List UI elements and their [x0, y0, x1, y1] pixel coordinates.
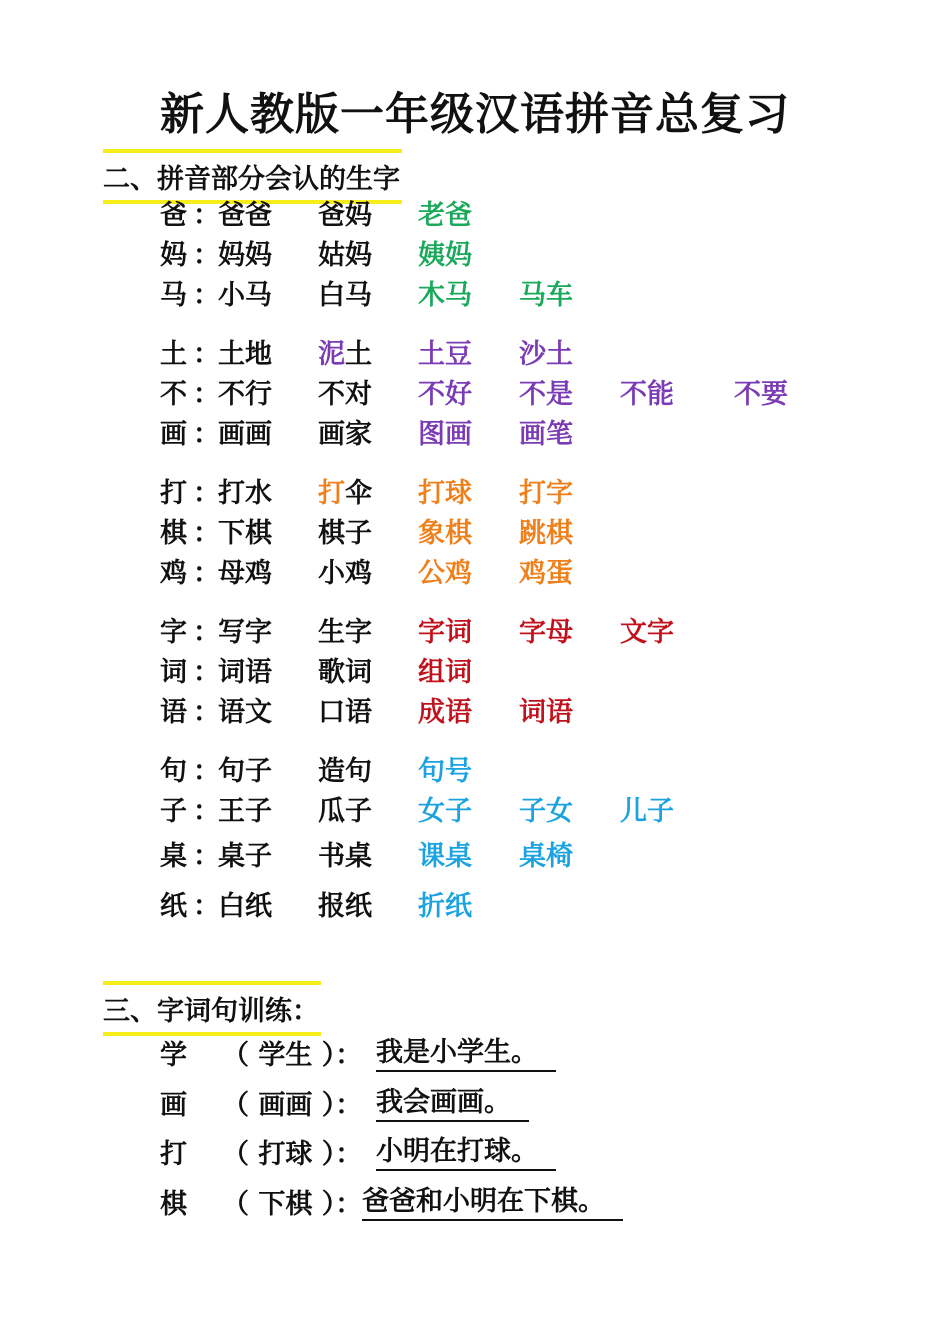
- character-row: [0, 615, 950, 651]
- page-title: 新人教版一年级汉语拼音总复习: [160, 89, 790, 140]
- example-word: 画笔: [519, 419, 573, 450]
- example-word: 折纸: [418, 891, 472, 922]
- target-character: 妈: [160, 240, 187, 271]
- example-word: 画家: [318, 419, 372, 450]
- example-word: 土地: [218, 339, 272, 370]
- example-word: 字母: [519, 617, 573, 648]
- example-word: 生字: [318, 617, 372, 648]
- target-character: 字: [160, 617, 187, 648]
- target-character: 棋: [160, 518, 187, 549]
- example-word: [318, 476, 372, 512]
- example-word: 象棋: [418, 518, 472, 549]
- example-word: 爸爸: [218, 200, 272, 231]
- target-character: 画: [160, 419, 187, 450]
- example-word: 不是: [519, 379, 573, 410]
- target-character: 语: [160, 697, 187, 728]
- training-row: [0, 1086, 950, 1126]
- section-heading-characters: [103, 157, 402, 199]
- example-word: 鸡蛋: [519, 558, 573, 589]
- example-word: 字词: [418, 617, 472, 648]
- plain-char: 土: [345, 339, 372, 370]
- colon-separator: ：: [193, 200, 220, 231]
- highlighted-char: 泥: [318, 339, 345, 370]
- training-word: （ 学生 ）：: [222, 1040, 363, 1071]
- example-word: 画画: [218, 419, 272, 450]
- example-word: 土豆: [418, 339, 472, 370]
- example-word: 图画: [418, 419, 472, 450]
- target-character: 子: [160, 796, 187, 827]
- colon-separator: ：: [193, 657, 220, 688]
- training-row: [0, 1185, 950, 1225]
- example-word: 公鸡: [418, 558, 472, 589]
- target-character: 不: [160, 379, 187, 410]
- example-word: 打水: [218, 478, 272, 509]
- colon-separator: ：: [193, 756, 220, 787]
- training-character: 打: [160, 1139, 187, 1170]
- example-word: 姨妈: [418, 240, 472, 271]
- example-word: 词语: [218, 657, 272, 688]
- example-word: 沙土: [519, 339, 573, 370]
- example-word: 语文: [218, 697, 272, 728]
- training-sentence: 小明在打球。: [376, 1135, 556, 1171]
- training-row: [0, 1036, 950, 1076]
- example-word: 姑妈: [318, 240, 372, 271]
- highlighted-char: 打: [318, 478, 345, 509]
- example-word: 桌椅: [519, 841, 573, 872]
- character-row: [0, 516, 950, 552]
- example-word: 报纸: [318, 891, 372, 922]
- character-row: [0, 754, 950, 790]
- example-word: 白纸: [218, 891, 272, 922]
- character-row: [0, 198, 950, 234]
- example-word: 歌词: [318, 657, 372, 688]
- example-word: 下棋: [218, 518, 272, 549]
- training-character: 棋: [160, 1189, 187, 1220]
- example-word: 子女: [519, 796, 573, 827]
- training-row: [0, 1135, 950, 1175]
- target-character: 马: [160, 280, 187, 311]
- highlight-bar: [103, 149, 402, 153]
- colon-separator: ：: [193, 841, 220, 872]
- training-sentence: 爸爸和小明在下棋。: [362, 1185, 623, 1221]
- character-row: [0, 794, 950, 830]
- example-word: 桌子: [218, 841, 272, 872]
- training-character: 学: [160, 1040, 187, 1071]
- example-word: 王子: [218, 796, 272, 827]
- example-word: 口语: [318, 697, 372, 728]
- character-row: [0, 337, 950, 373]
- example-word: 书桌: [318, 841, 372, 872]
- training-character: 画: [160, 1090, 187, 1121]
- example-word: 词语: [519, 697, 573, 728]
- example-word: 女子: [418, 796, 472, 827]
- colon-separator: ：: [193, 419, 220, 450]
- character-row: [0, 889, 950, 925]
- colon-separator: ：: [193, 558, 220, 589]
- target-character: 土: [160, 339, 187, 370]
- example-word: 爸妈: [318, 200, 372, 231]
- colon-separator: ：: [193, 518, 220, 549]
- colon-separator: ：: [193, 240, 220, 271]
- example-word: 老爸: [418, 200, 472, 231]
- example-word: 母鸡: [218, 558, 272, 589]
- example-word: 不要: [734, 379, 788, 410]
- colon-separator: ：: [193, 697, 220, 728]
- character-row: [0, 278, 950, 314]
- example-word: 跳棋: [519, 518, 573, 549]
- target-character: 鸡: [160, 558, 187, 589]
- training-word: （ 下棋 ）：: [222, 1189, 363, 1220]
- character-row: [0, 839, 950, 875]
- example-word: 不好: [418, 379, 472, 410]
- training-sentence: 我是小学生。: [376, 1036, 556, 1072]
- target-character: 桌: [160, 841, 187, 872]
- colon-separator: ：: [193, 891, 220, 922]
- example-word: 马车: [519, 280, 573, 311]
- example-word: 写字: [218, 617, 272, 648]
- example-word: 组词: [418, 657, 472, 688]
- example-word: 课桌: [418, 841, 472, 872]
- example-word: [318, 337, 372, 373]
- example-word: 不行: [218, 379, 272, 410]
- training-word: （ 打球 ）：: [222, 1139, 363, 1170]
- example-word: 文字: [620, 617, 674, 648]
- training-word: （ 画画 ）：: [222, 1090, 363, 1121]
- example-word: 不能: [620, 379, 674, 410]
- section-heading-text: 三、字词句训练：: [103, 996, 319, 1027]
- character-row: [0, 377, 950, 413]
- example-word: 白马: [318, 280, 372, 311]
- highlight-bar: [103, 981, 321, 985]
- target-character: 爸: [160, 200, 187, 231]
- colon-separator: ：: [193, 796, 220, 827]
- character-row: [0, 476, 950, 512]
- character-row: [0, 695, 950, 731]
- section-heading-training: [103, 989, 321, 1031]
- example-word: 不对: [318, 379, 372, 410]
- example-word: 木马: [418, 280, 472, 311]
- colon-separator: ：: [193, 478, 220, 509]
- example-word: 造句: [318, 756, 372, 787]
- target-character: 句: [160, 756, 187, 787]
- example-word: 打字: [519, 478, 573, 509]
- example-word: 打球: [418, 478, 472, 509]
- example-word: 句子: [218, 756, 272, 787]
- character-row: [0, 238, 950, 274]
- target-character: 打: [160, 478, 187, 509]
- example-word: 瓜子: [318, 796, 372, 827]
- colon-separator: ：: [193, 339, 220, 370]
- example-word: 小鸡: [318, 558, 372, 589]
- training-sentence: 我会画画。: [376, 1086, 529, 1122]
- example-word: 妈妈: [218, 240, 272, 271]
- colon-separator: ：: [193, 379, 220, 410]
- target-character: 纸: [160, 891, 187, 922]
- section-heading-text: 二、拼音部分会认的生字: [103, 164, 400, 195]
- colon-separator: ：: [193, 280, 220, 311]
- target-character: 词: [160, 657, 187, 688]
- character-row: [0, 417, 950, 453]
- example-word: 棋子: [318, 518, 372, 549]
- example-word: 小马: [218, 280, 272, 311]
- example-word: 成语: [418, 697, 472, 728]
- colon-separator: ：: [193, 617, 220, 648]
- example-word: 句号: [418, 756, 472, 787]
- example-word: 儿子: [620, 796, 674, 827]
- plain-char: 伞: [345, 478, 372, 509]
- character-row: [0, 556, 950, 592]
- character-row: [0, 655, 950, 691]
